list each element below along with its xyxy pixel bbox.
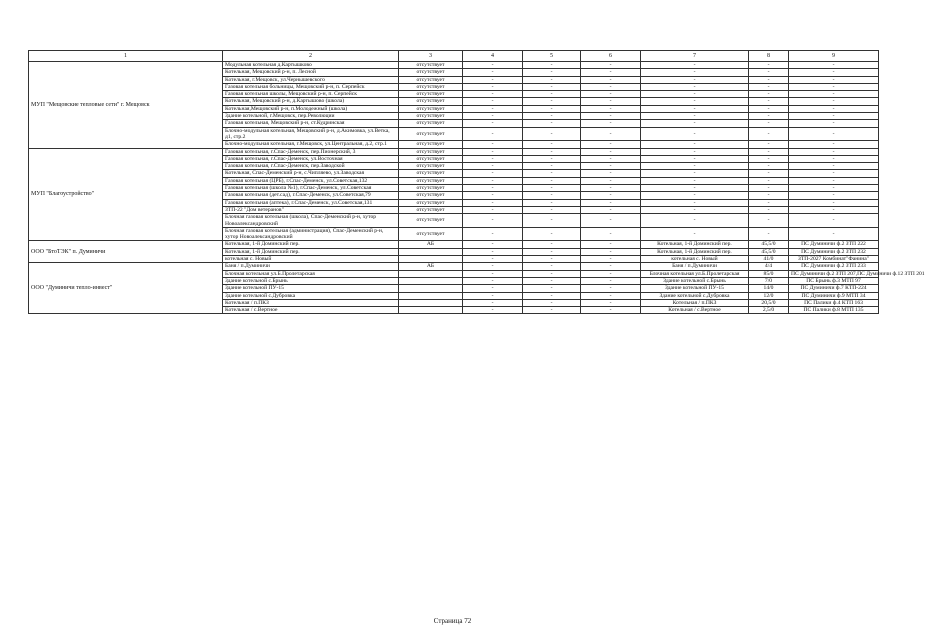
value-4: - bbox=[463, 163, 523, 170]
source-name: Котельная, 1-й Доминский пер. bbox=[641, 248, 749, 255]
value-6: - bbox=[581, 69, 641, 76]
feed-point: - bbox=[789, 185, 879, 192]
object-name: Газовая котельная, г.Спас-Деменск, ул.Восточная bbox=[223, 155, 399, 162]
protection-status: отсутствует bbox=[399, 91, 463, 98]
feed-point: - bbox=[789, 227, 879, 241]
source-name: - bbox=[641, 62, 749, 69]
feed-point: ПС Палики ф.4 КТП 163 bbox=[789, 299, 879, 306]
source-name: - bbox=[641, 227, 749, 241]
value-6: - bbox=[581, 199, 641, 206]
source-name: Здание котельной с.Дубровка bbox=[641, 292, 749, 299]
protection-status: отсутствует bbox=[399, 69, 463, 76]
value-6: - bbox=[581, 185, 641, 192]
protection-status: АБ bbox=[399, 241, 463, 248]
value-5: - bbox=[523, 83, 581, 90]
value-5: - bbox=[523, 206, 581, 213]
value-6: - bbox=[581, 170, 641, 177]
feed-point: ПС Думиничи ф.2 ЗТП 222 bbox=[789, 241, 879, 248]
feed-point: - bbox=[789, 120, 879, 127]
load-value: - bbox=[749, 113, 789, 120]
column-number-4: 4 bbox=[463, 51, 523, 62]
feed-point: - bbox=[789, 192, 879, 199]
protection-status: отсутствует bbox=[399, 199, 463, 206]
value-6: - bbox=[581, 241, 641, 248]
value-4: - bbox=[463, 285, 523, 292]
load-value: - bbox=[749, 155, 789, 162]
value-5: - bbox=[523, 185, 581, 192]
feed-point: - bbox=[789, 214, 879, 228]
feed-point: ПС Думиничи ф.2 ЗТП 232 bbox=[789, 248, 879, 255]
object-name: Баня / п.Думиничи bbox=[223, 263, 399, 270]
value-5: - bbox=[523, 199, 581, 206]
value-5: - bbox=[523, 177, 581, 184]
value-4: - bbox=[463, 91, 523, 98]
value-4: - bbox=[463, 241, 523, 248]
value-6: - bbox=[581, 299, 641, 306]
object-name: Блочно-модульная котельная, г.Мещовск, ул.Центральная, д.2, стр.1 bbox=[223, 141, 399, 148]
value-4: - bbox=[463, 307, 523, 314]
feed-point: - bbox=[789, 62, 879, 69]
protection-status: отсутствует bbox=[399, 148, 463, 155]
page-footer: Страница 72 bbox=[433, 617, 472, 625]
feed-point: - bbox=[789, 98, 879, 105]
protection-status: отсутствует bbox=[399, 62, 463, 69]
column-number-1: 1 bbox=[29, 51, 223, 62]
table-row bbox=[29, 148, 879, 155]
header-row bbox=[29, 51, 879, 62]
value-4: - bbox=[463, 62, 523, 69]
feed-point: ПС Думиничи ф.7 КТП-224 bbox=[789, 285, 879, 292]
object-name: Котельная, Мещовский р-н, п. Лесной bbox=[223, 69, 399, 76]
value-4: - bbox=[463, 177, 523, 184]
object-name: котельная с. Новый bbox=[223, 256, 399, 263]
source-name: - bbox=[641, 83, 749, 90]
protection-status: отсутствует bbox=[399, 113, 463, 120]
feed-point: - bbox=[789, 170, 879, 177]
object-name: Газовая котельная, Мещовский р-н, ст.Кудринская bbox=[223, 120, 399, 127]
load-value: - bbox=[749, 141, 789, 148]
heating-sources-table bbox=[28, 50, 925, 314]
source-name: - bbox=[641, 127, 749, 141]
load-value: - bbox=[749, 185, 789, 192]
source-name: Баня / п.Думиничи bbox=[641, 263, 749, 270]
feed-point: - bbox=[789, 69, 879, 76]
protection-status: АБ bbox=[399, 263, 463, 270]
value-4: - bbox=[463, 148, 523, 155]
value-4: - bbox=[463, 69, 523, 76]
feed-point: - bbox=[789, 141, 879, 148]
protection-status: отсутствует bbox=[399, 192, 463, 199]
source-name: - bbox=[641, 163, 749, 170]
value-5: - bbox=[523, 307, 581, 314]
load-value: - bbox=[749, 227, 789, 241]
feed-point: - bbox=[789, 206, 879, 213]
feed-point: ПС Думиничи ф.2 ЗТП 233 bbox=[789, 263, 879, 270]
feed-point: ЗТП-2027 Комбинат"Фанина" bbox=[789, 256, 879, 263]
feed-point: - bbox=[789, 148, 879, 155]
load-value: - bbox=[749, 69, 789, 76]
protection-status: отсутствует bbox=[399, 177, 463, 184]
object-name: Газовая котельная (аптека), г.Спас-Деменск, ул.Советская,131 bbox=[223, 199, 399, 206]
value-6: - bbox=[581, 307, 641, 314]
source-name: - bbox=[641, 141, 749, 148]
source-name: - bbox=[641, 177, 749, 184]
value-4: - bbox=[463, 299, 523, 306]
value-4: - bbox=[463, 141, 523, 148]
load-value: - bbox=[749, 98, 789, 105]
protection-status: отсутствует bbox=[399, 227, 463, 241]
load-value: 20,5/0 bbox=[749, 299, 789, 306]
value-6: - bbox=[581, 148, 641, 155]
feed-point: ПС Брынь ф.3 МТП 97 bbox=[789, 277, 879, 284]
feed-point: - bbox=[789, 76, 879, 83]
load-value: - bbox=[749, 62, 789, 69]
source-name: - bbox=[641, 214, 749, 228]
value-4: - bbox=[463, 83, 523, 90]
object-name: Газовая котельная больницы, Мещовский р-н, п. Серпейск bbox=[223, 83, 399, 90]
value-4: - bbox=[463, 127, 523, 141]
source-name: - bbox=[641, 199, 749, 206]
feed-point: - bbox=[789, 83, 879, 90]
object-name: ЗТП-22 "Дом ветеранов" bbox=[223, 206, 399, 213]
object-name: Котельная, 1-й Доминский пер. bbox=[223, 241, 399, 248]
value-5: - bbox=[523, 170, 581, 177]
load-value: - bbox=[749, 214, 789, 228]
value-6: - bbox=[581, 163, 641, 170]
feed-point: - bbox=[789, 155, 879, 162]
value-6: - bbox=[581, 62, 641, 69]
value-5: - bbox=[523, 256, 581, 263]
protection-status: отсутствует bbox=[399, 163, 463, 170]
value-4: - bbox=[463, 113, 523, 120]
value-4: - bbox=[463, 214, 523, 228]
load-value: 12/0 bbox=[749, 292, 789, 299]
column-number-3: 3 bbox=[399, 51, 463, 62]
value-6: - bbox=[581, 206, 641, 213]
protection-status: отсутствует bbox=[399, 206, 463, 213]
value-4: - bbox=[463, 256, 523, 263]
protection-status: отсутствует bbox=[399, 141, 463, 148]
load-value: - bbox=[749, 105, 789, 112]
feed-point: - bbox=[789, 177, 879, 184]
protection-status: отсутствует bbox=[399, 120, 463, 127]
load-value: - bbox=[749, 163, 789, 170]
value-6: - bbox=[581, 214, 641, 228]
feed-point: - bbox=[789, 113, 879, 120]
protection-status bbox=[399, 307, 463, 314]
source-name: Котельная, 1-й Доминский пер. bbox=[641, 241, 749, 248]
protection-status bbox=[399, 299, 463, 306]
feed-point: ПС Палики ф.8 МТП 135 bbox=[789, 307, 879, 314]
value-6: - bbox=[581, 127, 641, 141]
protection-status: отсутствует bbox=[399, 214, 463, 228]
load-value: 2,5/0 bbox=[749, 307, 789, 314]
organization-cell: ООО "БтоТЭК" п. Думиничи bbox=[29, 241, 223, 263]
load-value: - bbox=[749, 91, 789, 98]
load-value: - bbox=[749, 206, 789, 213]
table-row bbox=[29, 241, 879, 248]
object-name: Котельная, 1-й Доминский пер. bbox=[223, 248, 399, 255]
feed-point: ПС Думиничи ф.9 МТП 34 bbox=[789, 292, 879, 299]
object-name: Газовая котельная (ЦРБ), г.Спас-Деменск, ул.Советская,132 bbox=[223, 177, 399, 184]
source-name: - bbox=[641, 105, 749, 112]
object-name: Здание котельной с.Брынь bbox=[223, 277, 399, 284]
protection-status bbox=[399, 292, 463, 299]
load-value: 45,5/0 bbox=[749, 241, 789, 248]
protection-status bbox=[399, 277, 463, 284]
value-6: - bbox=[581, 177, 641, 184]
source-name: - bbox=[641, 91, 749, 98]
object-name: Блочная газовая котельная (администрация), Спас-Деменский р-н, хутор Новоалександровский bbox=[223, 227, 399, 241]
value-6: - bbox=[581, 270, 641, 277]
value-5: - bbox=[523, 98, 581, 105]
value-6: - bbox=[581, 248, 641, 255]
protection-status: отсутствует bbox=[399, 185, 463, 192]
value-5: - bbox=[523, 163, 581, 170]
object-name: Газовая котельная (школа №1), г.Спас-Деменск, ул.Советская bbox=[223, 185, 399, 192]
object-name: Здание котельной ПУ-15 bbox=[223, 285, 399, 292]
value-5: - bbox=[523, 105, 581, 112]
value-4: - bbox=[463, 192, 523, 199]
value-5: - bbox=[523, 155, 581, 162]
table-row bbox=[29, 263, 879, 270]
source-name: - bbox=[641, 120, 749, 127]
object-name: Газовая котельная (дет.сад), г.Спас-Деменск, ул.Советская,79 bbox=[223, 192, 399, 199]
feed-point: ПС Думиничи ф.2 ЗТП 207,ПС Думиничи ф.12 ЗТП 201 bbox=[789, 270, 879, 277]
value-5: - bbox=[523, 292, 581, 299]
source-name: - bbox=[641, 113, 749, 120]
value-5: - bbox=[523, 76, 581, 83]
object-name: Блочная газовая котельная (школа), Спас-Деменский р-н, хутор Новоалександровский bbox=[223, 214, 399, 228]
source-name: - bbox=[641, 170, 749, 177]
object-name: Газовая котельная школы, Мещовский р-н, п. Серпейск bbox=[223, 91, 399, 98]
source-name: - bbox=[641, 192, 749, 199]
organization-cell: ООО "Думиничи тепло-инвест" bbox=[29, 263, 223, 314]
source-name: Здание котельной с.Брынь bbox=[641, 277, 749, 284]
value-4: - bbox=[463, 206, 523, 213]
value-4: - bbox=[463, 263, 523, 270]
value-5: - bbox=[523, 241, 581, 248]
load-value: - bbox=[749, 83, 789, 90]
source-name: - bbox=[641, 98, 749, 105]
value-4: - bbox=[463, 170, 523, 177]
value-6: - bbox=[581, 192, 641, 199]
value-5: - bbox=[523, 141, 581, 148]
load-value: 85/0 bbox=[749, 270, 789, 277]
source-name: - bbox=[641, 185, 749, 192]
protection-status: отсутствует bbox=[399, 170, 463, 177]
value-5: - bbox=[523, 263, 581, 270]
column-number-2: 2 bbox=[223, 51, 399, 62]
protection-status: отсутствует bbox=[399, 76, 463, 83]
column-number-7: 7 bbox=[641, 51, 749, 62]
protection-status: отсутствует bbox=[399, 127, 463, 141]
source-name: - bbox=[641, 148, 749, 155]
object-name: Котельная / п.ПКЗ bbox=[223, 299, 399, 306]
feed-point: - bbox=[789, 105, 879, 112]
load-value: - bbox=[749, 199, 789, 206]
load-value: - bbox=[749, 120, 789, 127]
column-number-8: 8 bbox=[749, 51, 789, 62]
value-5: - bbox=[523, 277, 581, 284]
object-name: Здание котельной с.Дубровка bbox=[223, 292, 399, 299]
feed-point: - bbox=[789, 91, 879, 98]
load-value: - bbox=[749, 170, 789, 177]
object-name: Котельная,Мещовский р-н, п.Молодежный (школа) bbox=[223, 105, 399, 112]
load-value: 41/0 bbox=[749, 256, 789, 263]
source-name: Котельная / п.ПКЗ bbox=[641, 299, 749, 306]
protection-status bbox=[399, 256, 463, 263]
load-value: - bbox=[749, 76, 789, 83]
value-4: - bbox=[463, 248, 523, 255]
object-name: Котельная, Мещовский р-н, д.Картышово (школа) bbox=[223, 98, 399, 105]
value-5: - bbox=[523, 270, 581, 277]
load-value: 7/0 bbox=[749, 277, 789, 284]
value-5: - bbox=[523, 148, 581, 155]
column-number-5: 5 bbox=[523, 51, 581, 62]
object-name: Блочно-модульная котельная, Мещовский р-н, д.Акимовка, ул.Ветка, д1, стр.2 bbox=[223, 127, 399, 141]
column-number-9: 9 bbox=[789, 51, 879, 62]
protection-status bbox=[399, 285, 463, 292]
object-name: Здание котельной, г.Мещовск, пер.Революции bbox=[223, 113, 399, 120]
source-name: - bbox=[641, 76, 749, 83]
value-6: - bbox=[581, 113, 641, 120]
protection-status: отсутствует bbox=[399, 83, 463, 90]
load-value: - bbox=[749, 192, 789, 199]
organization-cell: МУП "Мещовские тепловые сети" г. Мещовск bbox=[29, 62, 223, 149]
feed-point: - bbox=[789, 127, 879, 141]
value-4: - bbox=[463, 199, 523, 206]
value-5: - bbox=[523, 214, 581, 228]
object-name: Котельная, г.Мещовск, ул.Чернышевского bbox=[223, 76, 399, 83]
feed-point: - bbox=[789, 199, 879, 206]
table-row bbox=[29, 62, 879, 69]
load-value: - bbox=[749, 177, 789, 184]
value-6: - bbox=[581, 76, 641, 83]
source-name: - bbox=[641, 206, 749, 213]
value-4: - bbox=[463, 270, 523, 277]
value-6: - bbox=[581, 98, 641, 105]
object-name: Газовая котельная, г.Спас-Деменск, пер.Заводской bbox=[223, 163, 399, 170]
load-value: 4/4 bbox=[749, 263, 789, 270]
value-6: - bbox=[581, 141, 641, 148]
value-4: - bbox=[463, 155, 523, 162]
column-number-6: 6 bbox=[581, 51, 641, 62]
value-4: - bbox=[463, 227, 523, 241]
object-name: Газовая котельная, г.Спас-Деменск, пер.Пионерский, 3 bbox=[223, 148, 399, 155]
protection-status: отсутствует bbox=[399, 155, 463, 162]
object-name: Котельная, Спас-Деменский р-н, с.Чипляево, ул.Заводская bbox=[223, 170, 399, 177]
source-name: Блочная котельная ул.Б.Пролетарская bbox=[641, 270, 749, 277]
source-name: - bbox=[641, 155, 749, 162]
object-name: Блочная котельная ул.Б.Пролетарская bbox=[223, 270, 399, 277]
value-4: - bbox=[463, 292, 523, 299]
value-6: - bbox=[581, 155, 641, 162]
value-6: - bbox=[581, 120, 641, 127]
value-4: - bbox=[463, 120, 523, 127]
value-6: - bbox=[581, 277, 641, 284]
feed-point: - bbox=[789, 163, 879, 170]
object-name: Котельная / с.Вертное bbox=[223, 307, 399, 314]
value-5: - bbox=[523, 192, 581, 199]
value-6: - bbox=[581, 105, 641, 112]
value-5: - bbox=[523, 127, 581, 141]
table-body bbox=[29, 51, 925, 314]
value-4: - bbox=[463, 98, 523, 105]
load-value: 45,5/0 bbox=[749, 248, 789, 255]
load-value: 14/0 bbox=[749, 285, 789, 292]
value-5: - bbox=[523, 69, 581, 76]
value-5: - bbox=[523, 113, 581, 120]
value-6: - bbox=[581, 91, 641, 98]
value-6: - bbox=[581, 256, 641, 263]
value-4: - bbox=[463, 185, 523, 192]
value-6: - bbox=[581, 227, 641, 241]
source-name: Котельная / с.Вертное bbox=[641, 307, 749, 314]
value-4: - bbox=[463, 277, 523, 284]
load-value: - bbox=[749, 127, 789, 141]
value-4: - bbox=[463, 76, 523, 83]
source-name: Здание котельной ПУ-15 bbox=[641, 285, 749, 292]
protection-status bbox=[399, 270, 463, 277]
object-name: Модульная котельная д.Картышково bbox=[223, 62, 399, 69]
value-5: - bbox=[523, 285, 581, 292]
value-5: - bbox=[523, 62, 581, 69]
value-6: - bbox=[581, 285, 641, 292]
value-5: - bbox=[523, 299, 581, 306]
value-6: - bbox=[581, 263, 641, 270]
value-5: - bbox=[523, 120, 581, 127]
value-6: - bbox=[581, 83, 641, 90]
value-5: - bbox=[523, 248, 581, 255]
value-6: - bbox=[581, 292, 641, 299]
protection-status bbox=[399, 248, 463, 255]
protection-status: отсутствует bbox=[399, 105, 463, 112]
load-value: - bbox=[749, 148, 789, 155]
value-5: - bbox=[523, 227, 581, 241]
protection-status: отсутствует bbox=[399, 98, 463, 105]
source-name: - bbox=[641, 69, 749, 76]
value-5: - bbox=[523, 91, 581, 98]
value-4: - bbox=[463, 105, 523, 112]
source-name: котельная с. Новый bbox=[641, 256, 749, 263]
organization-cell: МУП "Благоустройство" bbox=[29, 148, 223, 241]
